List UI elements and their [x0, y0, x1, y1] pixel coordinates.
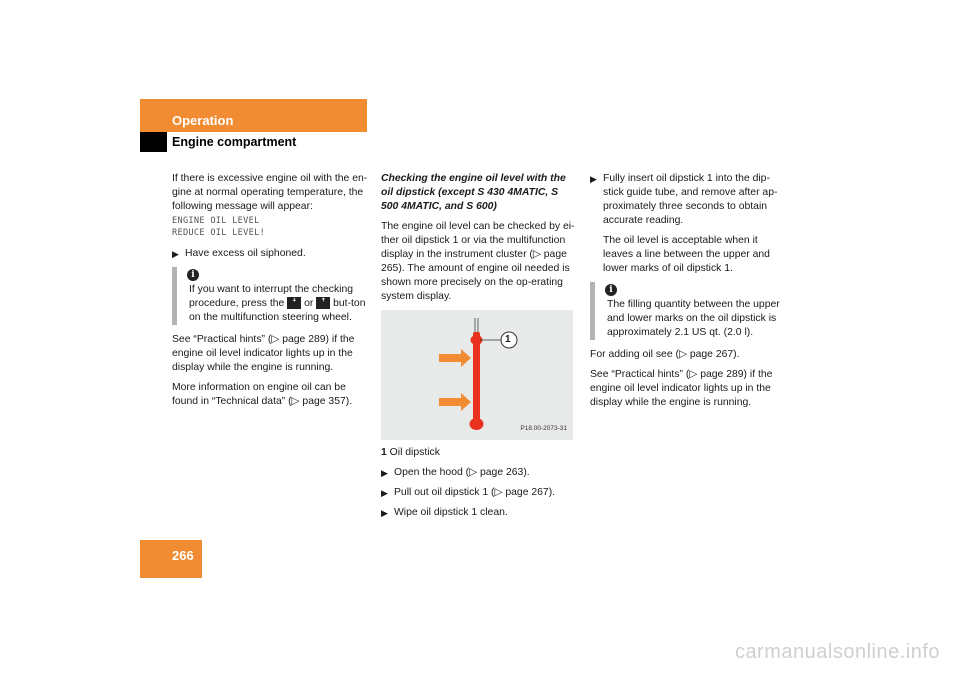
display-message-line-2: REDUCE OIL LEVEL! — [172, 228, 266, 238]
adding-oil-text: For adding oil see (▷ page 267). — [590, 349, 740, 360]
subsection-title: Engine compartment — [172, 135, 297, 149]
bullet-text: Have excess oil siphoned. — [185, 248, 306, 259]
body-text: The engine oil level can be checked by ei-ther oil dipstick 1 or via the multifunction display in the instrument cluster (▷ page 265). The amount of engine oil needed is shown more precisely on the op-erating system display. — [381, 221, 575, 302]
note-bar — [172, 267, 177, 325]
info-icon: i — [187, 269, 199, 281]
note-text-b: but-ton on the multifunction steering wheel. — [189, 298, 366, 323]
bullet-text: Pull out oil dipstick 1 (▷ page 267). — [394, 487, 556, 498]
bullet-item — [172, 247, 368, 261]
bullet-arrow-icon: ▶ — [590, 174, 597, 184]
column-3 — [590, 172, 780, 416]
page-number: 266 — [172, 548, 194, 563]
section-heading: Checking the engine oil level with the oil dipstick (except S 430 4MATIC, S 500 4MATIC, and S 600) — [381, 173, 566, 212]
column-1 — [172, 172, 368, 415]
header-marker — [140, 132, 167, 152]
dipstick-illustration — [381, 310, 573, 440]
column-2 — [381, 172, 575, 526]
oil-level-text: The oil level is acceptable when it leaves a line between the upper and lower marks of oil dipstick 1. — [603, 235, 770, 274]
technical-data-text: More information on engine oil can be found in “Technical data” (▷ page 357). — [172, 382, 353, 407]
dipstick-tip — [470, 418, 484, 430]
info-note — [172, 267, 368, 325]
section-title: Operation — [172, 113, 234, 128]
figure-caption — [381, 446, 575, 460]
figure-code: P18.00-2073-31 — [520, 425, 567, 432]
bullet-arrow-icon: ▶ — [381, 468, 388, 478]
bullet-arrow-icon: ▶ — [172, 249, 179, 259]
bullet-item — [381, 506, 575, 520]
note-text — [185, 283, 368, 325]
bullet-arrow-icon: ▶ — [381, 488, 388, 498]
caption-number: 1 — [381, 447, 387, 458]
bullet-item — [381, 486, 575, 500]
bullet-text: Wipe oil dipstick 1 clean. — [394, 507, 508, 518]
practical-hints-text: See “Practical hints” (▷ page 289) if the engine oil level indicator lights up in the display while the engine is running. — [590, 369, 773, 408]
arrow-down-key-icon: ꜜ — [287, 297, 301, 309]
note-bar — [590, 282, 595, 340]
arrow-up-key-icon: ꜛ — [316, 297, 330, 309]
display-message-line-1: ENGINE OIL LEVEL — [172, 216, 260, 226]
watermark: carmanualsonline.info — [734, 641, 940, 663]
bullet-text: Open the hood (▷ page 263). — [394, 467, 530, 478]
note-text: The filling quantity between the upper and lower marks on the oil dipstick is approximately 2.1 US qt. (2.0 l). — [607, 299, 780, 338]
bullet-text: Fully insert oil dipstick 1 into the dip-stick guide tube, and remove after ap-proximately three seconds to obtain accurate reading. — [603, 173, 778, 226]
lower-mark-arrow-icon — [439, 393, 471, 411]
callout-number: 1 — [505, 334, 511, 345]
dipstick-figure — [381, 310, 573, 440]
bullet-item — [381, 466, 575, 480]
note-text-a: If you want to interrupt the checking procedure, press the — [189, 284, 354, 309]
note-or: or — [304, 298, 314, 309]
upper-mark-arrow-icon — [439, 349, 471, 367]
bullet-item — [590, 172, 780, 228]
info-note — [590, 282, 780, 340]
bullet-arrow-icon: ▶ — [381, 508, 388, 518]
info-icon: i — [605, 284, 617, 296]
caption-text: Oil dipstick — [389, 447, 440, 458]
dipstick-shaft — [473, 332, 480, 427]
intro-text: If there is excessive engine oil with the en-gine at normal operating temperature, the following message will appear: — [172, 173, 368, 212]
practical-hints-text: See “Practical hints” (▷ page 289) if the engine oil level indicator lights up in the display while the engine is running. — [172, 334, 355, 373]
